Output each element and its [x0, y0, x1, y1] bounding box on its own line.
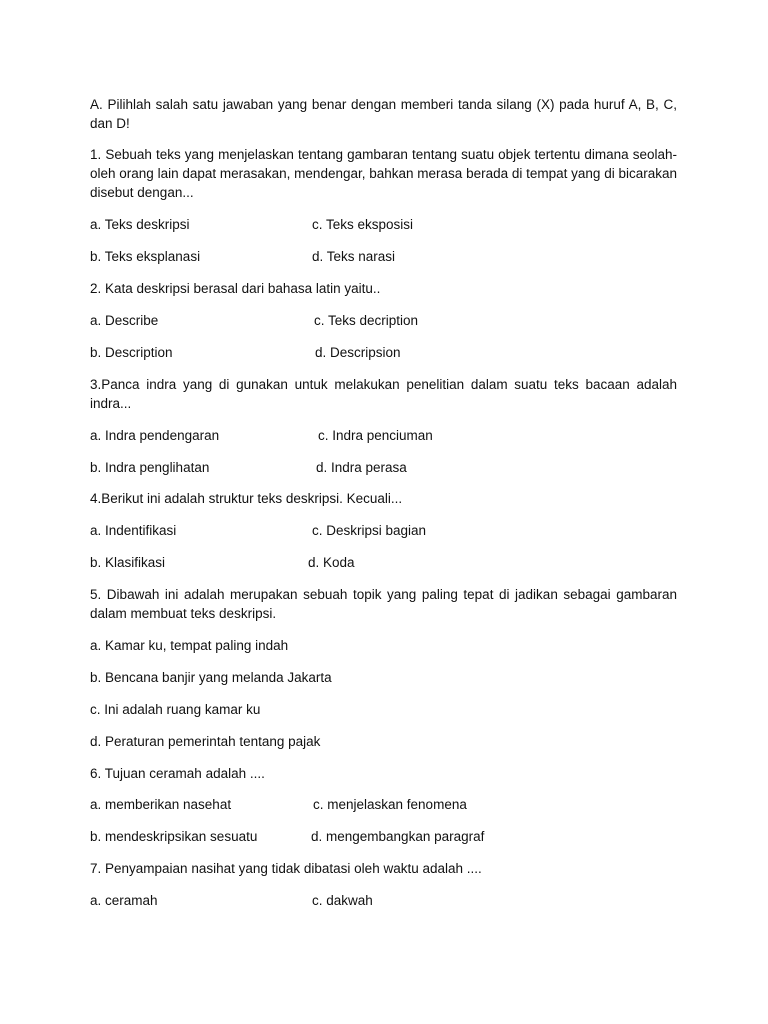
question-6-option-d: d. mengembangkan paragraf	[311, 829, 485, 844]
question-2-option-c: c. Teks decription	[314, 313, 419, 328]
question-7-text: 7. Penyampaian nasihat yang tidak dibatasi oleh waktu adalah ....	[90, 861, 482, 876]
question-4-option-b: b. Klasifikasi	[90, 555, 166, 570]
question-3-option-c: c. Indra penciuman	[318, 428, 433, 443]
question-3-text: 3.Panca indra yang di gunakan untuk melakukan penelitian dalam suatu teks bacaan adalah indra...	[90, 377, 677, 411]
question-5-text: 5. Dibawah ini adalah merupakan sebuah topik yang paling tepat di jadikan sebagai gambaran dalam membuat teks deskripsi.	[90, 587, 677, 621]
question-5-option-d: d. Peraturan pemerintah tentang pajak	[90, 734, 321, 749]
question-5-option-a: a. Kamar ku, tempat paling indah	[90, 638, 289, 653]
question-6-option-a: a. memberikan nasehat	[90, 797, 232, 812]
instruction-text: A. Pilihlah salah satu jawaban yang benar dengan memberi tanda silang (X) pada huruf A, B, C, dan D!	[90, 97, 677, 131]
question-1-text: 1. Sebuah teks yang menjelaskan tentang gambaran tentang suatu objek tertentu dimana seolah-oleh orang lain dapat merasakan, mendengar, bahkan merasa berada di tempat yang di bicarakan disebut dengan...	[90, 147, 677, 200]
question-1-option-c: c. Teks eksposisi	[312, 217, 414, 232]
question-2-text: 2. Kata deskripsi berasal dari bahasa latin yaitu..	[90, 281, 381, 296]
question-1-option-d: d. Teks narasi	[312, 249, 396, 264]
question-2-option-b: b. Description	[90, 345, 173, 360]
question-6-option-b: b. mendeskripsikan sesuatu	[90, 829, 258, 844]
question-5-option-c: c. Ini adalah ruang kamar ku	[90, 702, 261, 717]
question-2-option-d: d. Descripsion	[315, 345, 401, 360]
question-3-option-b: b. Indra penglihatan	[90, 460, 210, 475]
question-4-text: 4.Berikut ini adalah struktur teks deskripsi. Kecuali...	[90, 491, 403, 506]
question-7-option-c: c. dakwah	[312, 893, 373, 908]
question-4-option-a: a. Indentifikasi	[90, 523, 177, 538]
question-6-text: 6. Tujuan ceramah adalah ....	[90, 766, 265, 781]
question-2-option-a: a. Describe	[90, 313, 159, 328]
question-3-option-d: d. Indra perasa	[316, 460, 407, 475]
question-7-option-a: a. ceramah	[90, 893, 158, 908]
question-5-option-b: b. Bencana banjir yang melanda Jakarta	[90, 670, 332, 685]
question-4-option-d: d. Koda	[308, 555, 355, 570]
question-3-option-a: a. Indra pendengaran	[90, 428, 220, 443]
question-1-option-b: b. Teks eksplanasi	[90, 249, 201, 264]
question-4-option-c: c. Deskripsi bagian	[312, 523, 427, 538]
question-1-option-a: a. Teks deskripsi	[90, 217, 190, 232]
question-6-option-c: c. menjelaskan fenomena	[313, 797, 467, 812]
